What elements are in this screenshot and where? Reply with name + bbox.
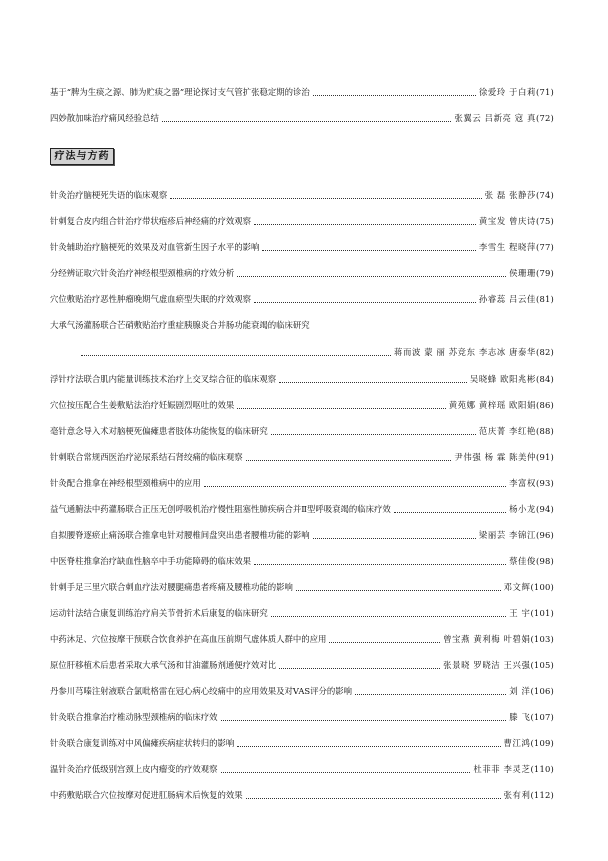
entry-title: 大承气汤灌肠联合芒硝敷贴治疗重症胰腺炎合并肠功能衰竭的临床研究 <box>50 320 310 330</box>
entry-page: (94) <box>536 504 554 514</box>
entry-authors: 王 宇 <box>509 608 531 618</box>
entry-page: (107) <box>530 712 554 722</box>
dot-leader <box>262 250 476 251</box>
toc-entry <box>50 291 554 307</box>
dot-leader <box>254 224 476 225</box>
entry-authors: 杨小龙 <box>509 504 536 514</box>
entry-title: 穴位敷贴治疗恶性肿瘤晚期气虚血瘀型失眠的疗效观察 <box>50 294 251 304</box>
entry-authors: 杜菲菲 李灵芝 <box>473 764 531 774</box>
entry-authors: 张翼云 吕新亮 寇 真 <box>454 113 536 123</box>
entry-page: (105) <box>530 660 554 670</box>
toc-entry <box>50 787 554 803</box>
toc-entry <box>50 371 554 387</box>
toc-entry-continuation <box>78 344 554 360</box>
entry-title: 丹参川芎嗪注射液联合氯吡格雷在冠心病心绞痛中的应用效果及对VAS评分的影响 <box>50 686 353 696</box>
entry-page: (77) <box>536 242 554 252</box>
entry-authors: 蒋而波 蒙 丽 苏竞东 李志冰 唐泰华 <box>394 347 536 357</box>
toc-entry <box>50 449 554 465</box>
entry-page: (79) <box>536 268 554 278</box>
entry-title: 针刺复合皮内组合针治疗带状疱疹后神经痛的疗效观察 <box>50 216 251 226</box>
dot-leader <box>221 720 507 721</box>
toc-entry <box>50 709 554 725</box>
entry-page: (96) <box>536 530 554 540</box>
entry-page: (93) <box>536 478 554 488</box>
entry-page: (74) <box>536 190 554 200</box>
dot-leader <box>279 382 467 383</box>
toc-entry <box>50 265 554 281</box>
entry-authors: 孙睿蕊 吕云佳 <box>478 294 536 304</box>
entry-title: 基于“脾为生痰之源、肺为贮痰之器”理论探讨支气管扩张稳定期的诊治 <box>50 87 310 97</box>
entry-title: 温针灸治疗低级别宫颈上皮内瘤变的疗效观察 <box>50 764 218 774</box>
dot-leader <box>313 95 476 96</box>
entry-authors: 尹伟强 杨 霖 陈美仲 <box>454 452 536 462</box>
toc-entry <box>50 631 554 647</box>
toc-entry <box>50 605 554 621</box>
entry-authors: 李富权 <box>509 478 536 488</box>
entry-page: (88) <box>536 426 554 436</box>
entry-page: (75) <box>536 216 554 226</box>
entry-title: 中药敷贴联合穴位按摩对促进肛肠病术后恢复的效果 <box>50 790 243 800</box>
toc-entry <box>50 475 554 491</box>
entry-title: 浮针疗法联合肌内能量训练技术治疗上交叉综合征的临床观察 <box>50 374 277 384</box>
dot-leader <box>271 434 476 435</box>
entry-title: 益气通腑法中药灌肠联合正压无创呼吸机治疗慢性阻塞性肺疾病合并Ⅱ型呼吸衰竭的临床疗效 <box>50 504 391 514</box>
dot-leader <box>162 121 452 122</box>
entry-authors: 吴晓蜂 欧阳兆彬 <box>469 374 536 384</box>
dot-leader <box>271 616 507 617</box>
dot-leader <box>237 408 445 409</box>
entry-title: 穴位按压配合生姜敷贴法治疗妊娠剧烈呕吐的效果 <box>50 400 235 410</box>
entry-page: (109) <box>530 738 554 748</box>
dot-leader <box>204 486 506 487</box>
dot-leader <box>170 198 481 199</box>
section-heading: 疗法与方药 <box>50 148 114 165</box>
entry-title: 针灸联合康复训练对中风偏瘫疾病症状转归的影响 <box>50 738 235 748</box>
dot-leader <box>254 302 476 303</box>
toc-entry <box>50 501 554 517</box>
entry-page: (91) <box>536 452 554 462</box>
entry-authors: 曹江鸿 <box>503 738 531 748</box>
entry-title: 运动针法结合康复训练治疗肩关节骨折术后康复的临床研究 <box>50 608 268 618</box>
dot-leader <box>279 668 440 669</box>
entry-authors: 蔡佳俊 <box>509 556 536 566</box>
entry-authors: 邓文辉 <box>503 582 531 592</box>
toc-entry <box>50 553 554 569</box>
dot-leader <box>254 564 506 565</box>
toc-entry <box>50 239 554 255</box>
toc-entry <box>50 657 554 673</box>
entry-page: (100) <box>530 582 554 592</box>
entry-authors: 徐爱玲 于白莉 <box>478 87 536 97</box>
toc-entry <box>50 683 554 699</box>
dot-leader <box>237 276 506 277</box>
toc-entry <box>50 527 554 543</box>
entry-page: (103) <box>530 634 554 644</box>
entry-page: (72) <box>536 113 554 123</box>
entry-title: 针灸辅助治疗脑梗死的效果及对血管新生因子水平的影响 <box>50 242 260 252</box>
entry-title: 针灸配合推拿在神经根型颈椎病中的应用 <box>50 478 201 488</box>
toc-entry <box>50 110 554 126</box>
toc-entry <box>50 84 554 100</box>
entry-title: 自拟腰脊逐瘀止痛汤联合推拿电针对腰椎间盘突出患者腰椎功能的影响 <box>50 530 310 540</box>
toc-entry <box>50 213 554 229</box>
entry-title: 中药沐足、穴位按摩干预联合饮食养护在高血压前期气虚体质人群中的应用 <box>50 634 327 644</box>
entry-authors: 李雪生 程晓萍 <box>478 242 536 252</box>
entry-page: (98) <box>536 556 554 566</box>
dot-leader <box>81 355 391 356</box>
entry-title: 针刺手足三里穴联合刺血疗法对腰腿痛患者疼痛及腰椎功能的影响 <box>50 582 293 592</box>
entry-title: 四妙散加味治疗痛风经验总结 <box>50 113 159 123</box>
entry-authors: 范庆菁 李红艳 <box>478 426 536 436</box>
entry-page: (106) <box>530 686 554 696</box>
dot-leader <box>296 590 501 591</box>
entry-authors: 滕 飞 <box>509 712 531 722</box>
toc-entry <box>50 317 554 333</box>
dot-leader <box>221 772 471 773</box>
entry-page: (101) <box>530 608 554 618</box>
entry-page: (81) <box>536 294 554 304</box>
toc-entry <box>50 187 554 203</box>
entry-authors: 黄苑娜 黄梓瑶 欧阳娟 <box>448 400 536 410</box>
entry-authors: 张景晓 罗晓洁 王兴强 <box>443 660 531 670</box>
entry-title: 针刺联合常规西医治疗泌尿系结石肾绞痛的临床观察 <box>50 452 243 462</box>
entry-page: (71) <box>536 87 554 97</box>
toc-entry <box>50 735 554 751</box>
entry-authors: 黄宝发 曾庆诗 <box>478 216 536 226</box>
entry-title: 分经辨证取穴针灸治疗神经根型颈椎病的疗效分析 <box>50 268 235 278</box>
toc-entry <box>50 423 554 439</box>
toc-entry <box>50 761 554 777</box>
dot-leader <box>237 746 500 747</box>
dot-leader <box>394 512 506 513</box>
entry-authors: 侯珊珊 <box>509 268 536 278</box>
entry-title: 原位肝移植术后患者采取大承气汤和甘油灌肠剂通便疗效对比 <box>50 660 277 670</box>
entry-page: (112) <box>530 790 554 800</box>
entry-page: (84) <box>536 374 554 384</box>
entry-title: 针灸治疗脑梗死失语的临床观察 <box>50 190 168 200</box>
dot-leader <box>355 694 506 695</box>
entry-page: (110) <box>530 764 554 774</box>
entry-authors: 张 磊 张静莎 <box>484 190 536 200</box>
dot-leader <box>313 538 476 539</box>
dot-leader <box>246 460 452 461</box>
entry-page: (86) <box>536 400 554 410</box>
entry-title: 针灸联合推拿治疗椎动脉型颈椎病的临床疗效 <box>50 712 218 722</box>
toc-entry <box>50 397 554 413</box>
dot-leader <box>329 642 440 643</box>
toc-entry <box>50 579 554 595</box>
entry-authors: 梁丽芸 李锦江 <box>478 530 536 540</box>
entry-title: 中医脊柱推拿治疗缺血性脑卒中手功能障碍的临床效果 <box>50 556 251 566</box>
dot-leader <box>246 798 501 799</box>
entry-title: 毫针意念导入术对脑梗死偏瘫患者肢体功能恢复的临床研究 <box>50 426 268 436</box>
entry-authors: 曾宝燕 黄利梅 叶碧娟 <box>443 634 531 644</box>
entry-authors: 张有利 <box>503 790 531 800</box>
entry-page: (82) <box>536 347 554 357</box>
entry-authors: 刘 洋 <box>509 686 531 696</box>
